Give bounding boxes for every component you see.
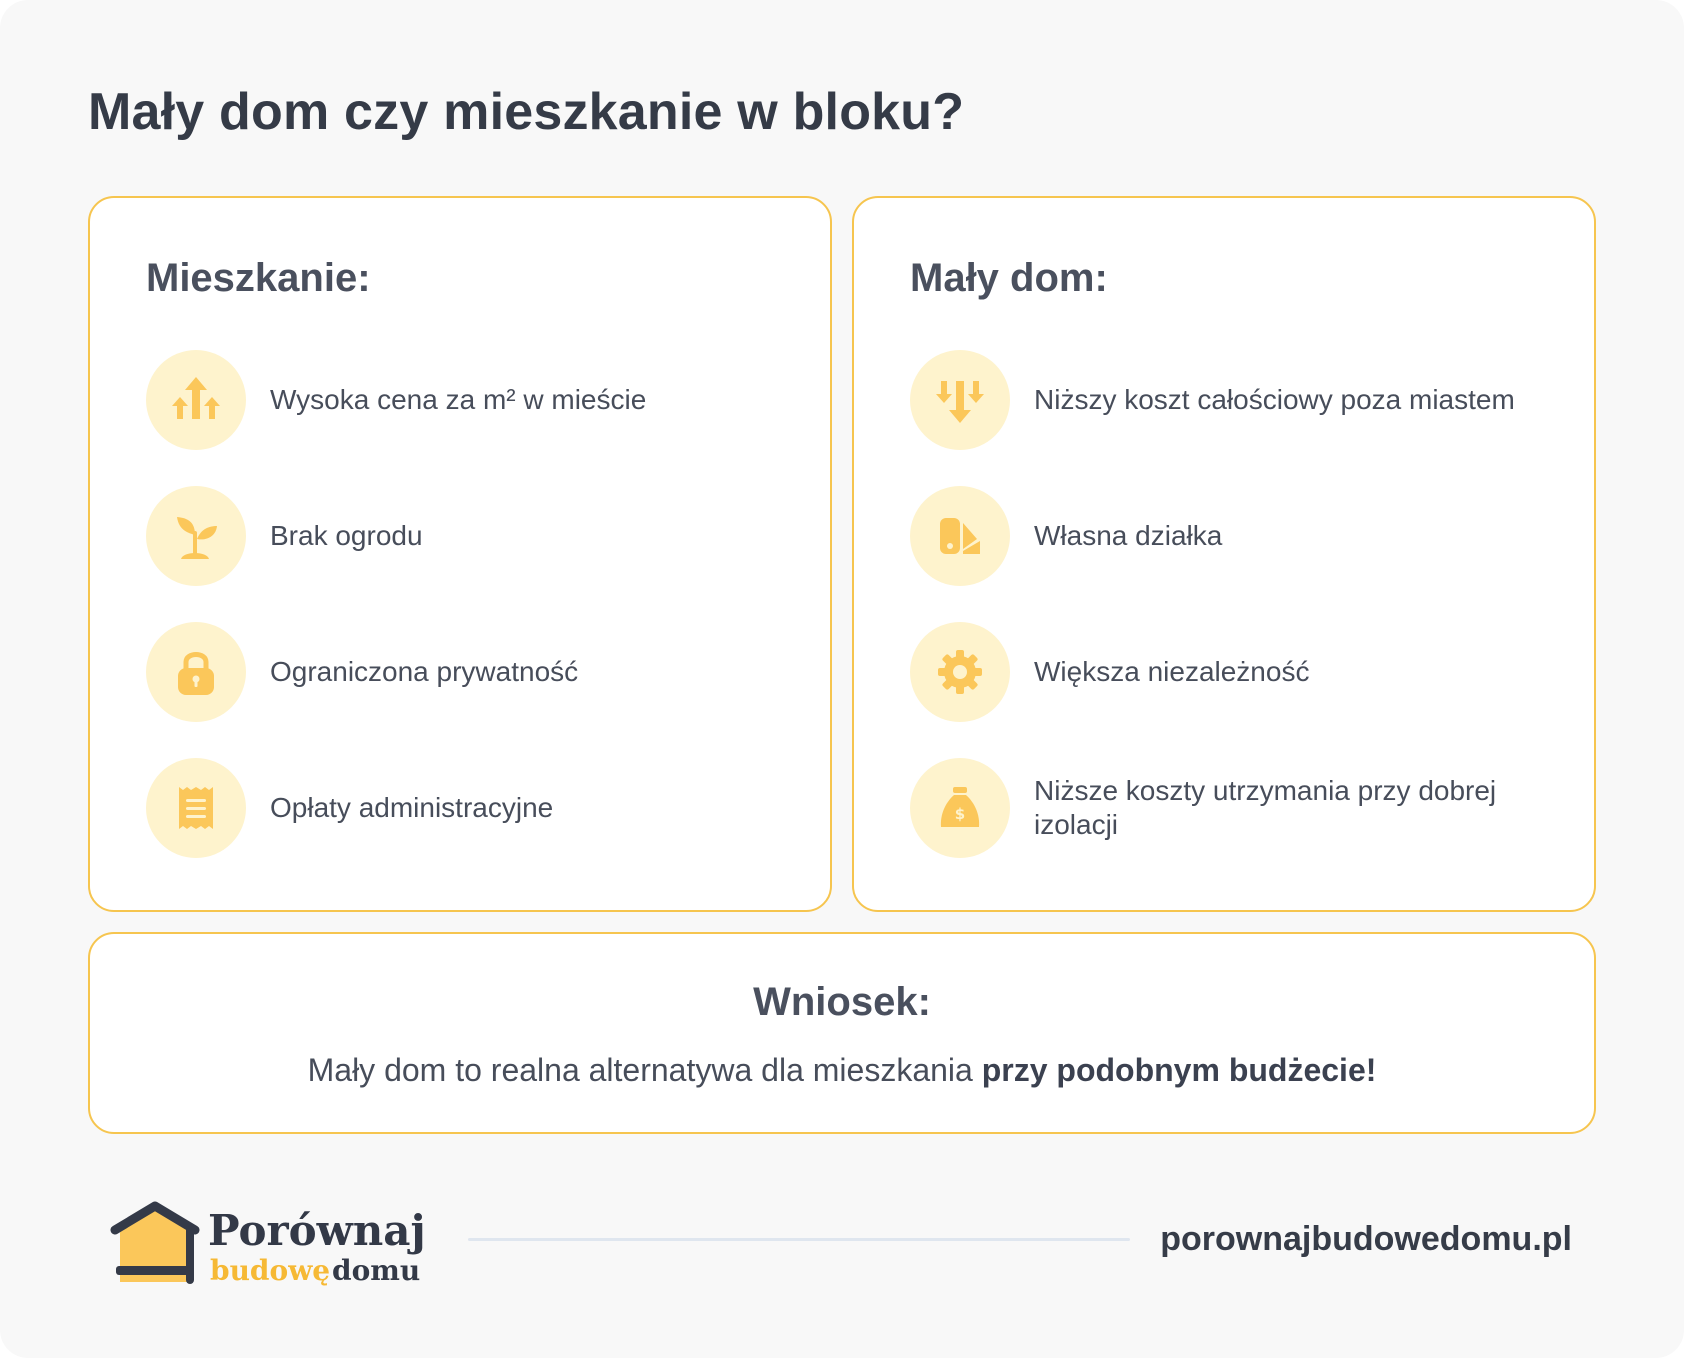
footer-divider <box>468 1238 1130 1241</box>
list-item <box>146 622 796 722</box>
item-text: Niższe koszty utrzymania przy dobrej izolacji <box>1034 775 1497 840</box>
item-text: Opłaty administracyjne <box>270 792 554 823</box>
item-text: Brak ogrodu <box>270 520 423 551</box>
apartment-heading: Mieszkanie: <box>146 256 371 300</box>
conclusion-text-regular: Mały dom to realna alternatywa dla mieszkania <box>307 1052 982 1088</box>
item-text: Niższy koszt całościowy poza miastem <box>1034 384 1515 415</box>
item-text: Własna działka <box>1034 520 1223 551</box>
conclusion-text-bold: przy podobnym budżecie! <box>981 1052 1377 1088</box>
sprout-icon <box>146 486 246 586</box>
svg-text:$: $ <box>954 805 966 823</box>
arrows-down-icon <box>910 350 1010 450</box>
list-item <box>910 622 1560 722</box>
item-text: Wysoka cena za m² w mieście <box>270 384 647 415</box>
apartment-card <box>88 196 832 912</box>
brand-logo <box>110 1196 430 1286</box>
conclusion-heading: Wniosek: <box>753 980 931 1024</box>
small-house-heading: Mały dom: <box>910 256 1108 300</box>
house-logo-icon <box>110 1196 200 1286</box>
plot-icon <box>910 486 1010 586</box>
page-title: Mały dom czy mieszkanie w bloku? <box>88 83 965 141</box>
small-house-card <box>852 196 1596 912</box>
item-text: Większa niezależność <box>1034 656 1310 687</box>
receipt-icon <box>146 758 246 858</box>
conclusion-card <box>88 932 1596 1134</box>
list-item <box>910 486 1560 586</box>
list-item <box>910 758 1560 858</box>
website-link[interactable]: porownajbudowedomu.pl <box>1160 1220 1572 1258</box>
item-text: Ograniczona prywatność <box>270 656 579 687</box>
list-item <box>146 758 796 858</box>
gear-icon <box>910 622 1010 722</box>
money-bag-icon <box>910 758 1010 858</box>
list-item <box>910 350 1560 450</box>
list-item <box>146 350 796 450</box>
list-item <box>146 486 796 586</box>
arrows-up-icon <box>146 350 246 450</box>
logo-word-porownaj: Porównaj <box>208 1206 426 1255</box>
logo-word-budowe: budowę <box>210 1254 331 1287</box>
logo-word-domu: domu <box>332 1254 421 1287</box>
conclusion-text <box>90 1052 1594 1089</box>
padlock-icon <box>146 622 246 722</box>
